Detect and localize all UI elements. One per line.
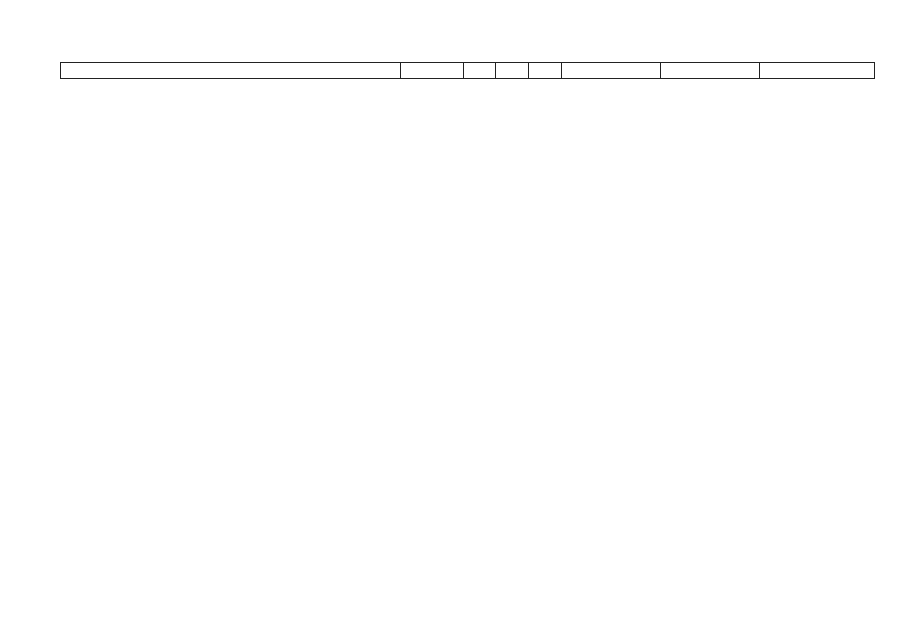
header-pr: [495, 63, 528, 78]
header-name: [61, 63, 400, 78]
table-header: [60, 62, 875, 79]
header-csr: [400, 63, 463, 78]
header-2017: [759, 63, 874, 78]
header-2016: [660, 63, 759, 78]
header-2015: [561, 63, 660, 78]
header-vr: [528, 63, 561, 78]
header-rz: [463, 63, 495, 78]
